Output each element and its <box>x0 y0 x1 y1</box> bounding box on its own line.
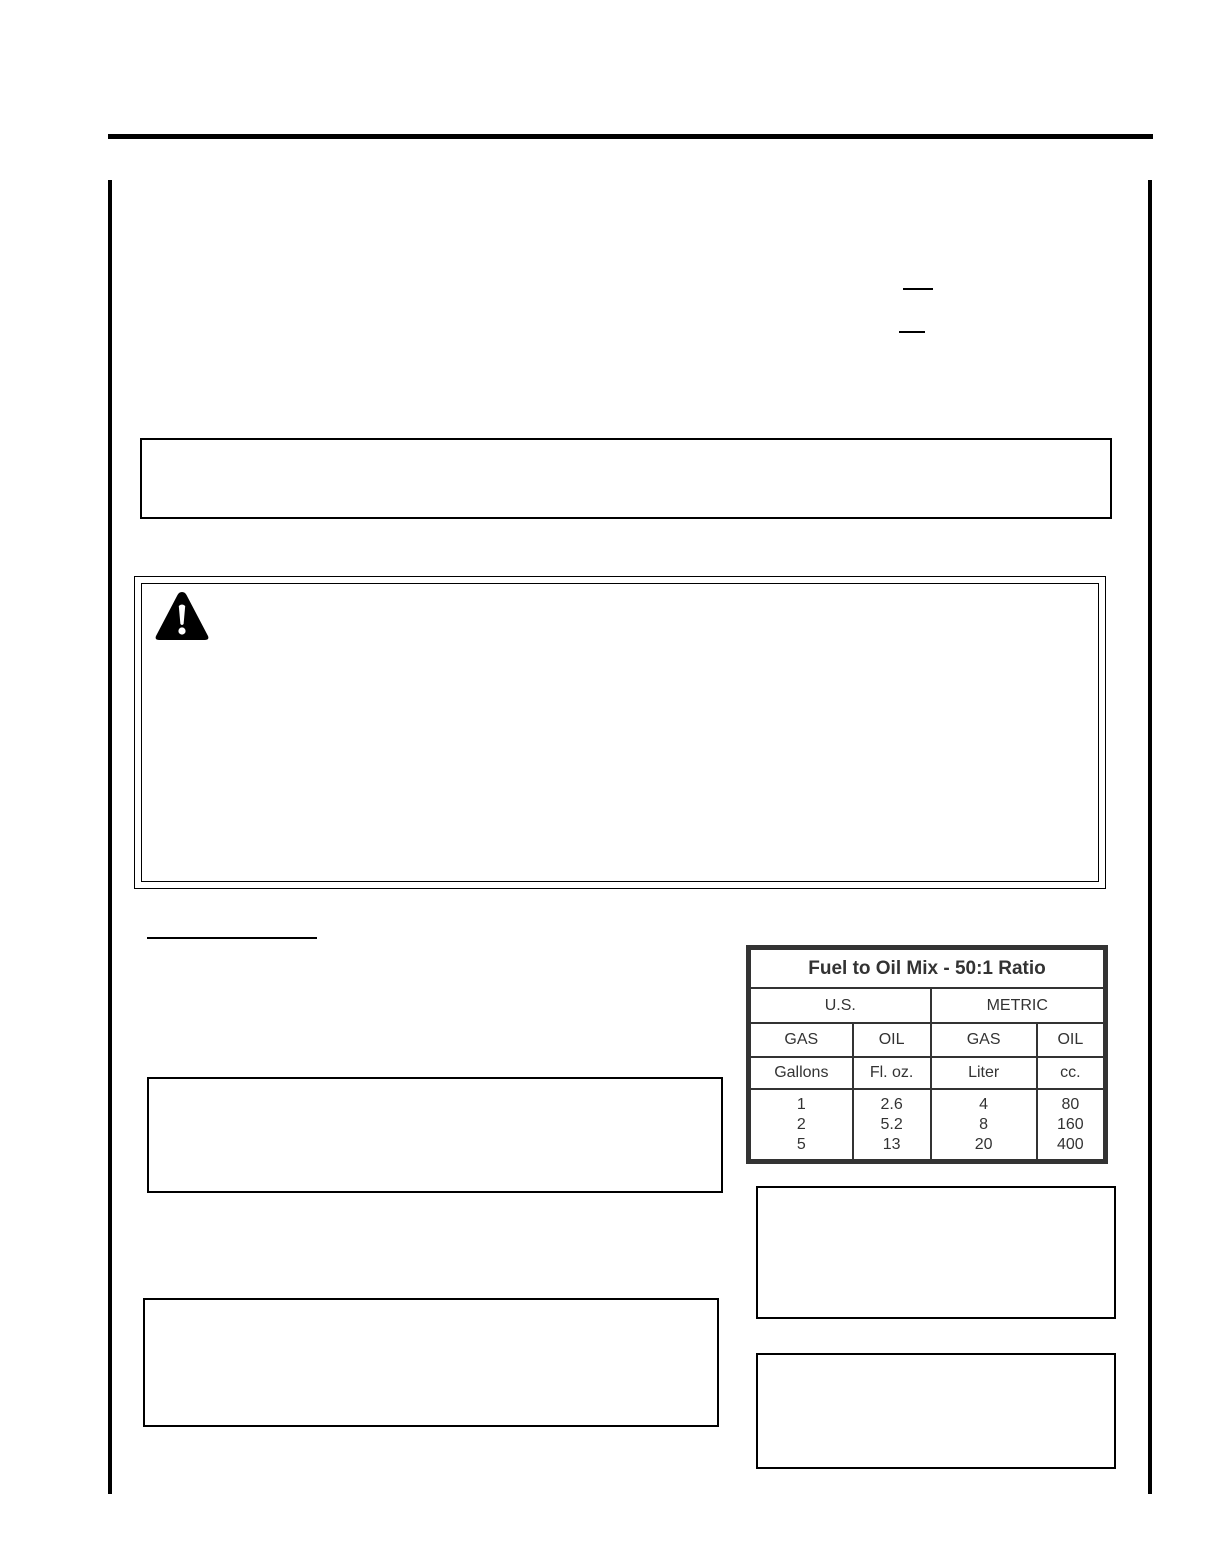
us-gas-values <box>750 1089 853 1160</box>
unit-header: Gallons <box>750 1057 853 1089</box>
warning-box-inner <box>141 583 1099 882</box>
unit-header: cc. <box>1037 1057 1104 1089</box>
table-cell: 20 <box>974 1135 993 1153</box>
note-box <box>756 1186 1116 1319</box>
us-oil-values <box>853 1089 931 1160</box>
right-margin-bar <box>1148 180 1152 1494</box>
column-header: OIL <box>853 1023 931 1057</box>
underline-mark <box>899 331 925 333</box>
metric-oil-values <box>1037 1089 1104 1160</box>
left-margin-bar <box>108 180 112 1494</box>
note-box <box>143 1298 719 1427</box>
note-box <box>756 1353 1116 1469</box>
table-cell: 1 <box>796 1095 806 1113</box>
warning-triangle-icon <box>153 590 211 642</box>
table-cell: 2 <box>796 1115 806 1133</box>
column-header: GAS <box>750 1023 853 1057</box>
table-cell: 13 <box>882 1135 901 1153</box>
fuel-oil-mix-table <box>746 945 1108 1164</box>
metric-gas-values <box>931 1089 1037 1160</box>
unit-header: Fl. oz. <box>853 1057 931 1089</box>
table-cell: 8 <box>979 1115 989 1133</box>
table-cell: 400 <box>1057 1135 1084 1153</box>
table-cell: 5 <box>796 1135 806 1153</box>
note-box <box>140 438 1112 519</box>
table-cell: 2.6 <box>880 1095 903 1113</box>
table-cell: 80 <box>1061 1095 1080 1113</box>
table-title: Fuel to Oil Mix - 50:1 Ratio <box>750 949 1104 988</box>
table-cell: 4 <box>979 1095 989 1113</box>
note-box <box>147 1077 723 1193</box>
top-rule <box>108 134 1153 139</box>
column-header: OIL <box>1037 1023 1104 1057</box>
column-header: GAS <box>931 1023 1037 1057</box>
warning-box <box>134 576 1106 889</box>
table-cell: 160 <box>1057 1115 1084 1133</box>
group-header-us: U.S. <box>750 988 931 1023</box>
section-heading-underline <box>147 937 317 939</box>
group-header-metric: METRIC <box>931 988 1104 1023</box>
table-cell: 5.2 <box>880 1115 903 1133</box>
unit-header: Liter <box>931 1057 1037 1089</box>
underline-mark <box>903 288 933 290</box>
